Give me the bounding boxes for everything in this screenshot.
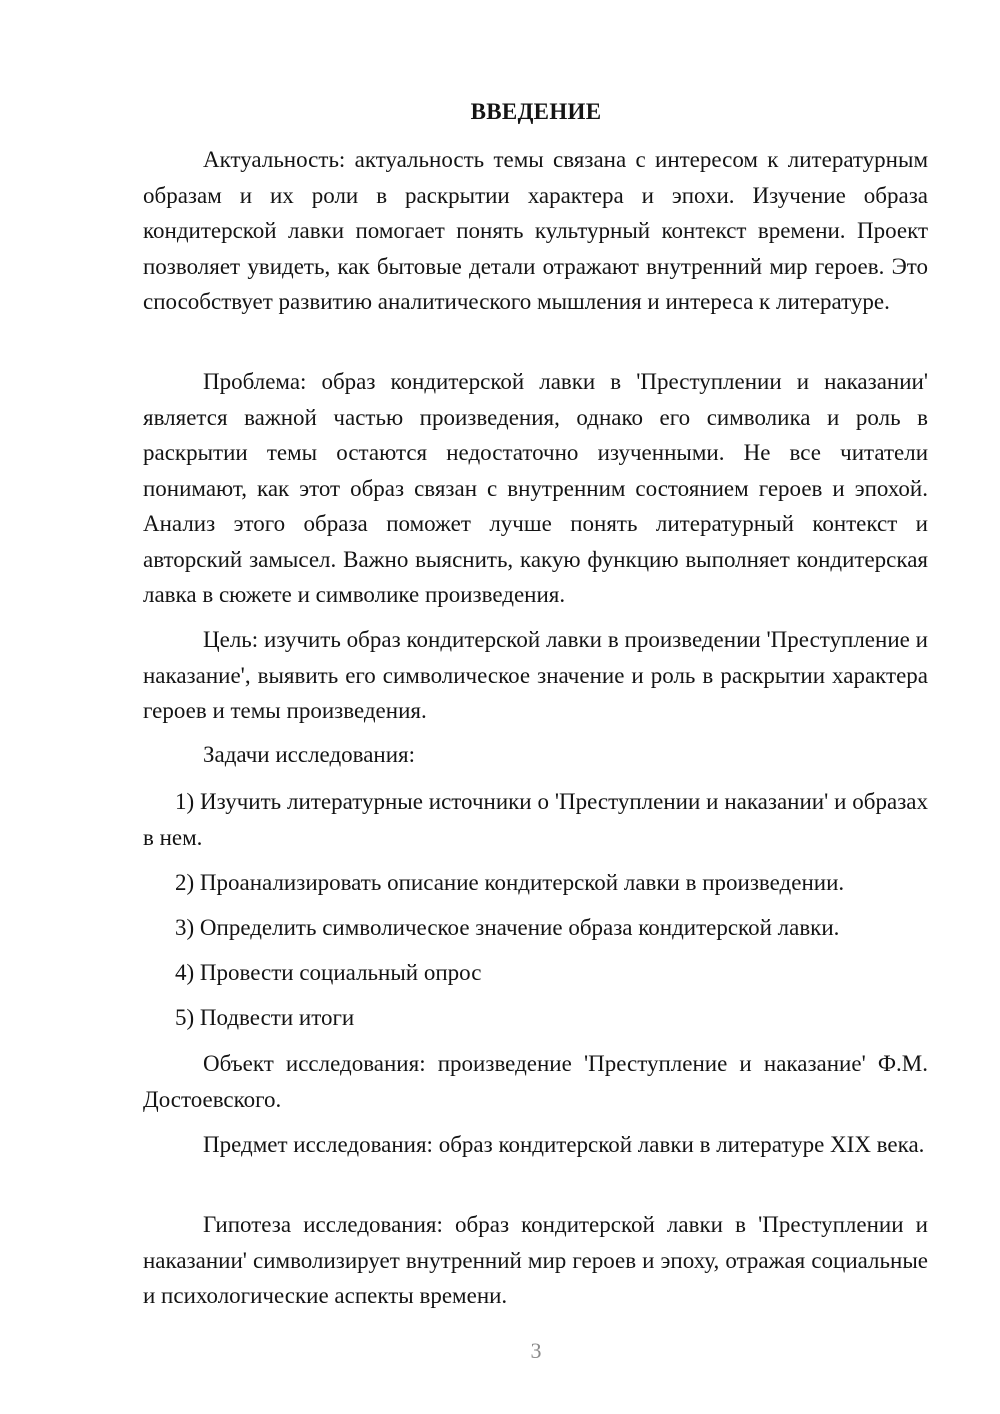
- page-number: 3: [530, 1338, 542, 1363]
- paragraph-problem: Проблема: образ кондитерской лавки в 'Преступлении и наказании' является важной частью произведения, однако его символика и роль в раскрытии темы остаются недостаточно изученными. Не все читатели понимают, как этот образ связан с внутренним состоянием героев и эпохой. Анализ этого образа поможет лучше понять литературный контекст и авторский замысел. Важно выяснить, какую функцию выполняет кондитерская лавка в сюжете и символике произведения.: [143, 369, 928, 607]
- tasks-heading: Задачи исследования:: [203, 742, 416, 767]
- task-item-3: 3) Определить символическое значение образа кондитерской лавки.: [175, 915, 840, 940]
- task-item-4: 4) Провести социальный опрос: [175, 960, 482, 985]
- paragraph-subject: Предмет исследования: образ кондитерской лавки в литературе XIX века.: [203, 1132, 925, 1157]
- paragraph-object: Объект исследования: произведение 'Преступление и наказание' Ф.М. Достоевского.: [143, 1051, 928, 1112]
- paragraph-goal: Цель: изучить образ кондитерской лавки в произведении 'Преступление и наказание', выявить его символическое значение и роль в раскрытии характера героев и темы произведения.: [143, 627, 928, 723]
- task-item-5: 5) Подвести итоги: [175, 1005, 355, 1030]
- paragraph-hypothesis: Гипотеза исследования: образ кондитерской лавки в 'Преступлении и наказании' символизирует внутренний мир героев и эпоху, отражая социальные и психологические аспекты времени.: [143, 1212, 928, 1308]
- task-item-1: 1) Изучить литературные источники о 'Преступлении и наказании' и образах в нем.: [143, 789, 928, 850]
- paragraph-relevance: Актуальность: актуальность темы связана с интересом к литературным образам и их роли в раскрытии характера и эпохи. Изучение образа кондитерской лавки помогает понять культурный контекст времени. Проект позволяет увидеть, как бытовые детали отражают внутренний мир героев. Это способствует развитию аналитического мышления и интереса к литературе.: [143, 147, 928, 314]
- page-title: ВВЕДЕНИЕ: [470, 99, 602, 124]
- task-item-2: 2) Проанализировать описание кондитерской лавки в произведении.: [175, 870, 845, 895]
